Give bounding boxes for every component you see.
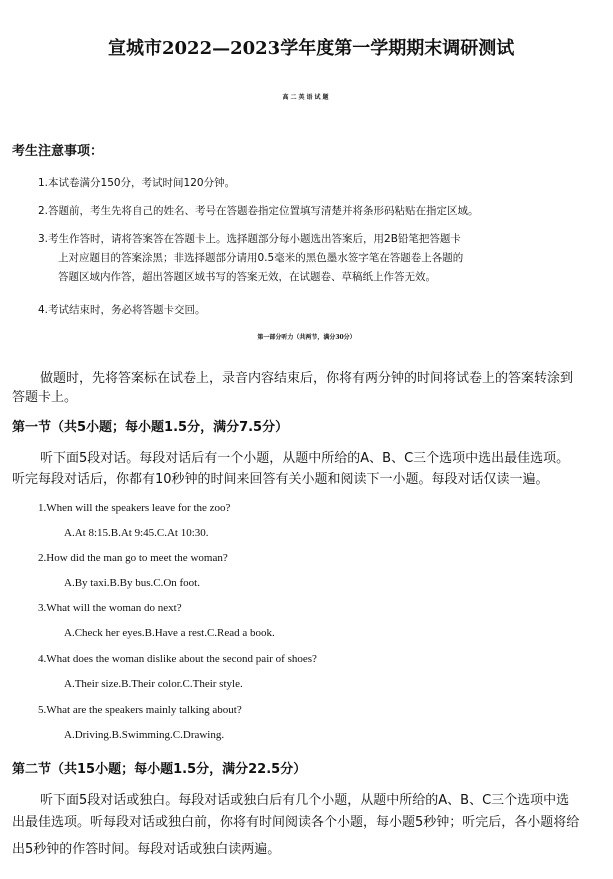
notice-item-2: 2.答题前，考生先将自己的姓名、考号在答题卷指定位置填写清楚并将条形码粘贴在指定区域。 (38, 205, 479, 217)
exam-title: 宣城市2022—2023学年度第一学期期末调研测试 (108, 38, 515, 59)
section2-title: 第二节（共15小题；每小题1.5分，满分22.5分） (12, 762, 307, 777)
question-4: 4.What does the woman dislike about the second pair of shoes? (38, 653, 317, 665)
section1-instr-line1: 听下面5段对话。每段对话后有一个小题，从题中所给的A、B、C三个选项中选出最佳选项。 (40, 451, 570, 466)
part1-intro-line1: 做题时，先将答案标在试卷上，录音内容结束后，你将有两分钟的时间将试卷上的答案转涂到 (40, 371, 574, 386)
question-2-options: A.By taxi.B.By bus.C.On foot. (64, 577, 200, 589)
question-3: 3.What will the woman do next? (38, 602, 182, 614)
paper-title: 高二英语试题 (282, 94, 331, 101)
question-5: 5.What are the speakers mainly talking about? (38, 704, 242, 716)
section2-instr-line1: 听下面5段对话或独白。每段对话或独白后有几个小题，从题中所给的A、B、C三个选项中选 (40, 793, 570, 808)
section1-title: 第一节（共5小题；每小题1.5分，满分7.5分） (12, 420, 289, 435)
section1-instr-line2: 听完每段对话后，你都有10秒钟的时间来回答有关小题和阅读下一小题。每段对话仅读一遍。 (12, 472, 549, 487)
part1-intro-line2: 答题卡上。 (12, 390, 78, 405)
notice-item-3-cont1: 上对应题目的答案涂黑；非选择题部分请用0.5毫米的黑色墨水签字笔在答题卷上各题的 (58, 252, 464, 264)
section2-instr-line3: 出5秒钟的作答时间。每段对话或独白读两遍。 (12, 842, 281, 857)
part1-title: 第一部分听力（共两节，满分30分） (257, 334, 356, 341)
notice-item-3-cont2: 答题区域内作答，超出答题区域书写的答案无效，在试题卷、草稿纸上作答无效。 (58, 271, 436, 283)
section2-instr-line2: 出最佳选项。听每段对话或独白前，你将有时间阅读各个小题，每小题5秒钟；听完后，各小题将给 (12, 815, 580, 830)
notice-heading: 考生注意事项： (12, 144, 104, 159)
question-5-options: A.Driving.B.Swimming.C.Drawing. (64, 729, 225, 741)
question-1: 1.When will the speakers leave for the zoo? (38, 502, 231, 514)
notice-item-1: 1.本试卷满分150分，考试时间120分钟。 (38, 177, 236, 189)
notice-item-4: 4.考试结束时，务必将答题卡交回。 (38, 304, 206, 316)
question-4-options: A.Their size.B.Their color.C.Their style. (64, 678, 243, 690)
question-1-options: A.At 8:15.B.At 9:45.C.At 10:30. (64, 527, 209, 539)
question-3-options: A.Check her eyes.B.Have a rest.C.Read a book. (64, 627, 275, 639)
notice-item-3: 3.考生作答时，请将答案答在答题卡上。选择题部分每小题选出答案后，用2B铅笔把答题卡 (38, 233, 461, 245)
question-2: 2.How did the man go to meet the woman? (38, 552, 228, 564)
